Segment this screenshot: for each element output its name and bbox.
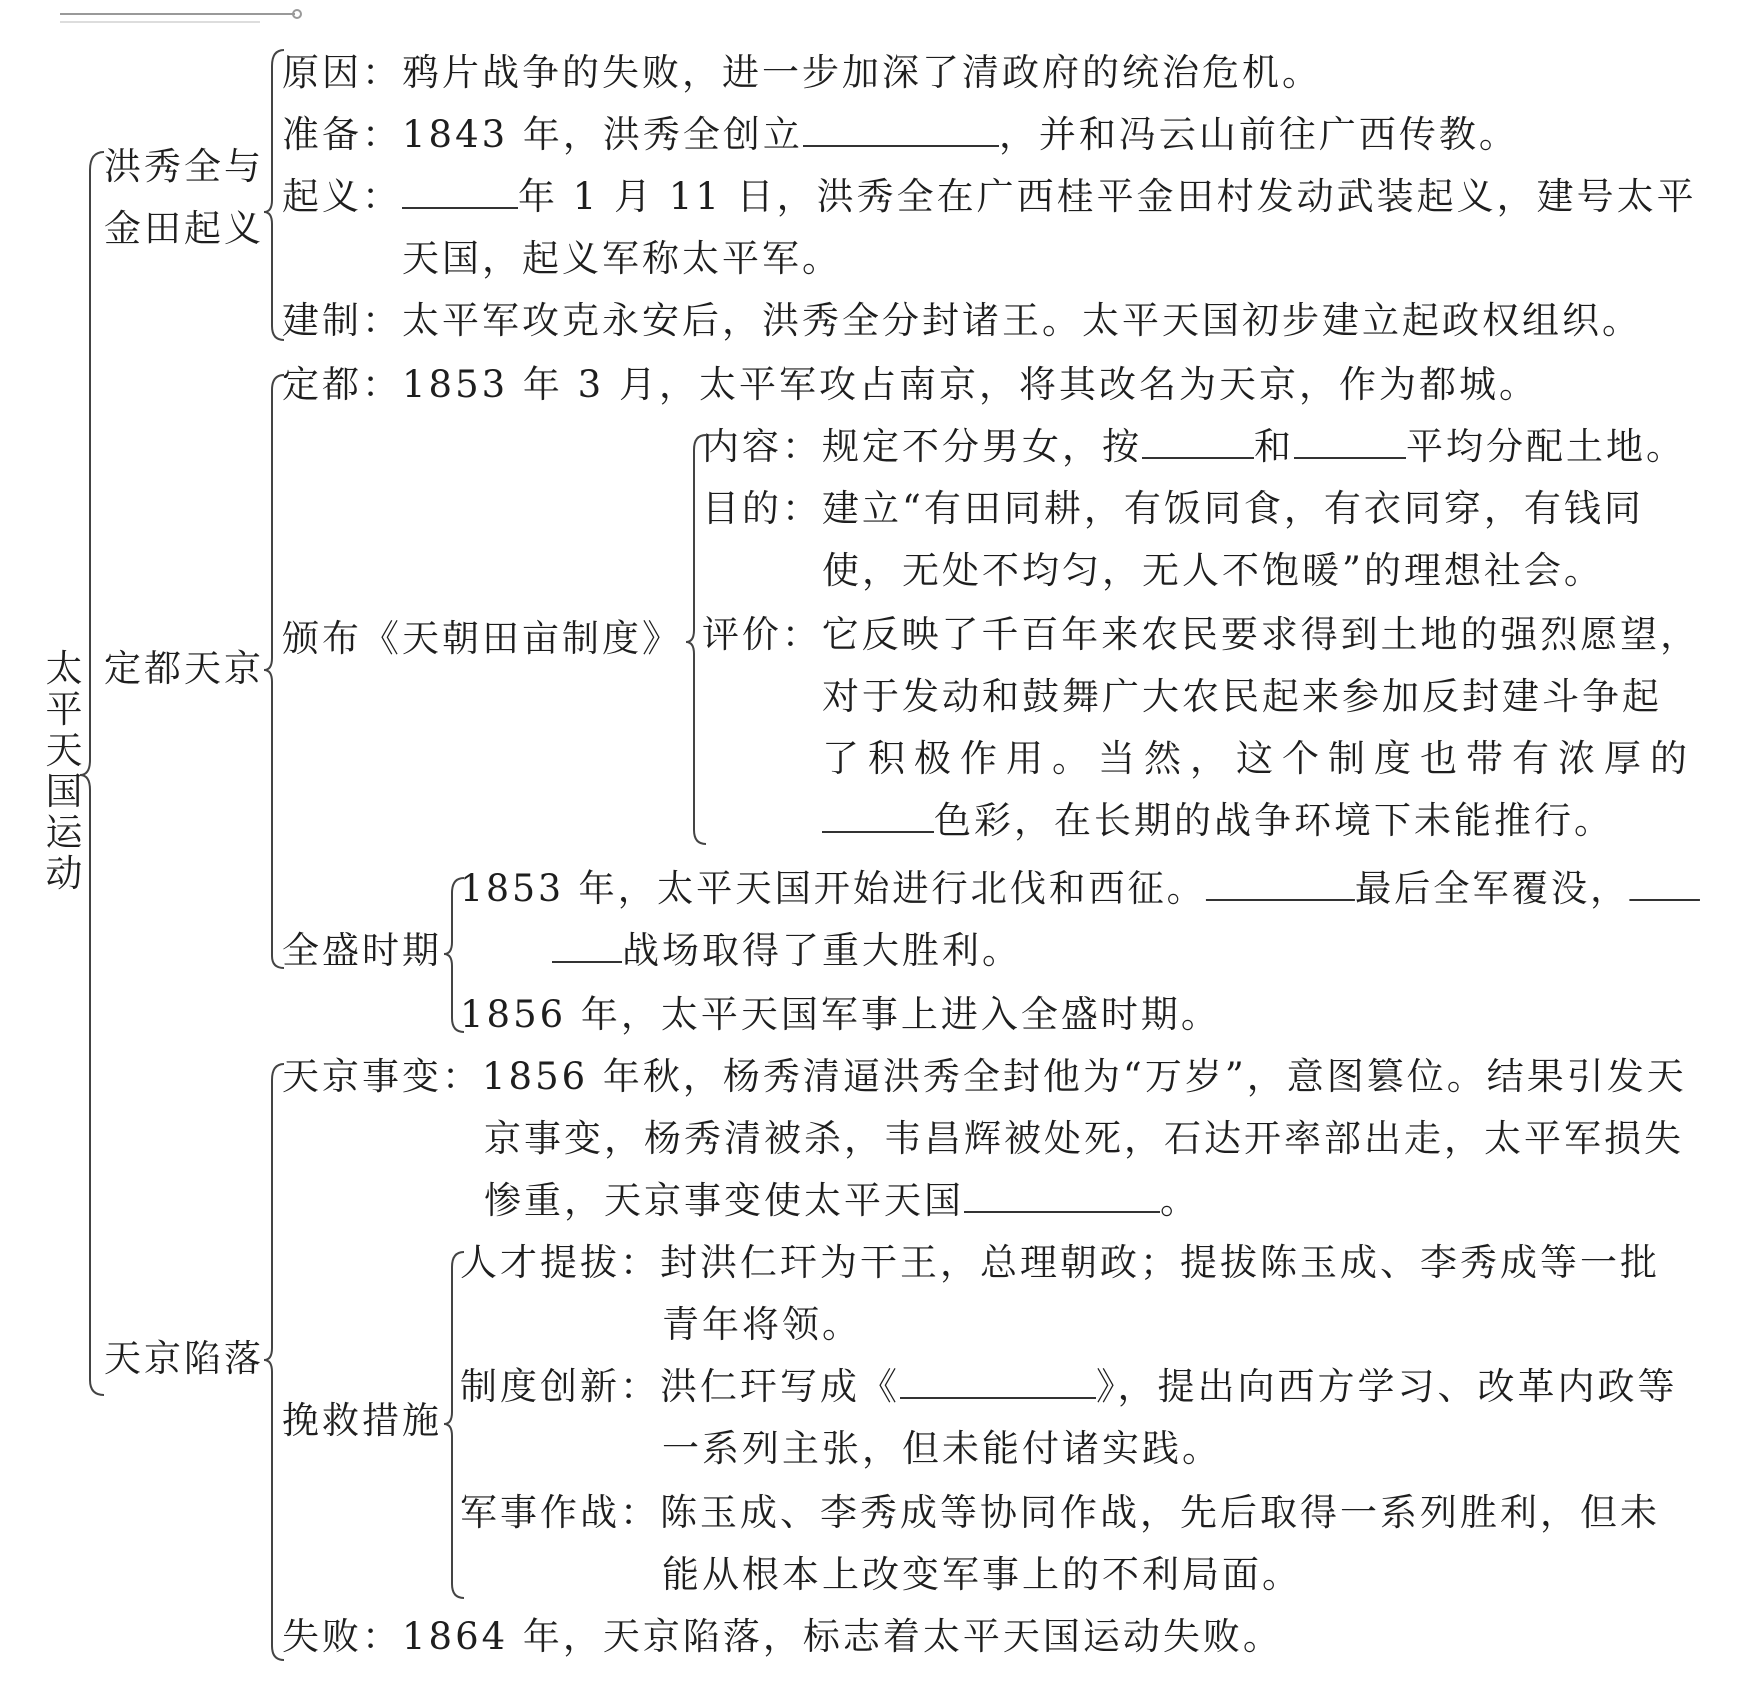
blank-neirong-1 [1142,427,1254,459]
quansheng-line-3: 1856 年，太平天国军事上进入全盛时期。 [460,993,1221,1036]
zhidu-text-b: 》，提出向西方学习、改革内政等 [1096,1365,1678,1408]
banbu-label: 颁布《天朝田亩制度》 [282,617,682,660]
neirong-text-a: 内容：规定不分男女，按 [702,425,1142,468]
shibian-line-2: 京事变，杨秀清被杀，韦昌辉被处死，石达开率部出走，太平军损失 [484,1117,1684,1160]
wanjiu-label: 挽救措施 [282,1399,442,1442]
neirong-text-c: 平均分配土地。 [1406,425,1686,468]
neirong-line [702,424,1686,470]
blank-neirong-2 [1294,427,1406,459]
pingjia-line-3: 了积极作用。当然，这个制度也带有浓厚的 [822,737,1696,780]
pingjia-line-2: 对于发动和鼓舞广大农民起来参加反封建斗争起 [822,675,1662,718]
blank-pingjia [822,801,934,833]
zhunbei-line [282,112,1519,158]
blank-qiyi [402,177,518,209]
shibai-line: 失败：1864 年，天京陷落，标志着太平天国运动失败。 [282,1615,1283,1658]
root-label: 太平天国运动 [45,647,83,895]
shibian-text-d: 。 [1160,1179,1200,1222]
hongxiuquan-label-line2: 金田起义 [104,207,264,250]
blank-shibian [964,1181,1160,1213]
rencai-line-2: 青年将领。 [662,1303,862,1346]
mudi-line-2: 使，无处不均匀，无人不饱暖”的理想社会。 [822,549,1604,592]
qiyi-line-2: 天国，起义军称太平军。 [402,237,842,280]
zhunbei-text-a: 准备：1843 年，洪秀全创立 [282,113,803,156]
rencai-line: 人才提拔：封洪仁玕为干王，总理朝政；提拔陈玉成、李秀成等一批 [460,1241,1660,1284]
brace-xianluo [264,1064,284,1660]
brace-hongxiuquan [264,50,284,340]
shibian-line-3 [484,1178,1200,1224]
quansheng-line [460,866,1700,912]
yuanyin-line: 原因：鸦片战争的失败，进一步加深了清政府的统治危机。 [282,51,1322,94]
neirong-text-b: 和 [1254,425,1294,468]
dingdu-line: 定都：1853 年 3 月，太平军攻占南京，将其改名为天京，作为都城。 [282,363,1539,406]
junshi-line-2: 能从根本上改变军事上的不利局面。 [662,1553,1302,1596]
qiyi-text-a: 起义： [282,175,402,218]
mudi-line: 目的：建立“有田同耕，有饭同食，有衣同穿，有钱同 [702,487,1644,530]
blank-zhunbei [803,115,999,147]
shibian-line: 天京事变：1856 年秋，杨秀清逼洪秀全封他为“万岁”，意图篡位。结果引发天 [282,1055,1687,1098]
brace-dingdu [264,375,284,968]
hongxiuquan-label-line1: 洪秀全与 [104,145,264,188]
qs-text-b: 最后全军覆没， [1354,867,1630,910]
qs-text-a: 1853 年，太平天国开始进行北伐和西征。 [460,867,1206,910]
zhidu-line [460,1364,1678,1410]
shibian-text-c: 惨重，天京事变使太平天国 [484,1179,964,1222]
jianzhi-line: 建制：太平军攻克永安后，洪秀全分封诸王。太平天国初步建立起政权组织。 [282,299,1642,342]
dingdu-label: 定都天京 [104,647,264,690]
xianluo-label: 天京陷落 [104,1337,264,1380]
zhidu-text-a: 制度创新：洪仁玕写成《 [460,1365,900,1408]
qs-text-c: 战场取得了重大胜利。 [622,929,1022,972]
junshi-line: 军事作战：陈玉成、李秀成等协同作战，先后取得一系列胜利，但未 [460,1491,1660,1534]
zhidu-line-2: 一系列主张，但未能付诸实践。 [662,1427,1222,1470]
blank-qs-1 [1206,869,1355,901]
qiyi-text-b: 年 1 月 11 日，洪秀全在广西桂平金田村发动武装起义，建号太平 [518,175,1697,218]
qiyi-line [282,174,1697,220]
blank-qs-2b [552,931,622,963]
quansheng-label: 全盛时期 [282,929,442,972]
pingjia-text-d: 色彩，在长期的战争环境下未能推行。 [934,799,1614,842]
pingjia-line: 评价：它反映了千百年来农民要求得到土地的强烈愿望， [702,613,1700,656]
blank-zhidu [900,1367,1096,1399]
pingjia-line-4 [822,798,1614,844]
blank-qs-2a [1629,869,1700,901]
zhunbei-text-b: ，并和冯云山前往广西传教。 [998,113,1519,156]
brace-wanjiu [444,1252,464,1598]
quansheng-line-2 [552,928,1022,974]
